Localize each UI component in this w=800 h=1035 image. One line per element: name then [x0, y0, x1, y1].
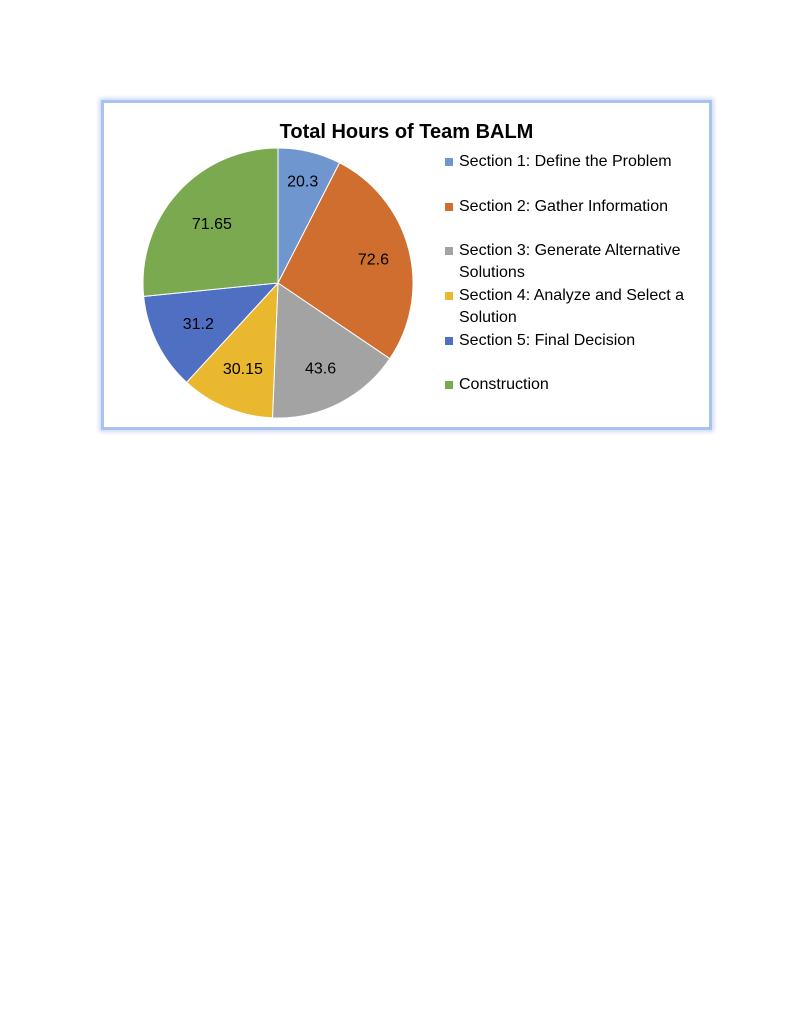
legend-swatch	[445, 381, 453, 389]
legend-swatch	[445, 337, 453, 345]
legend-item	[442, 240, 724, 284]
legend-swatch	[445, 292, 453, 300]
legend-item	[442, 196, 724, 218]
legend-label: Construction	[459, 376, 549, 393]
legend-label: Section 5: Final Decision	[459, 332, 636, 349]
legend-item	[442, 374, 724, 396]
legend-swatch	[445, 203, 453, 211]
legend-swatch	[445, 158, 453, 166]
legend-label: Section 3: Generate Alternative Solutions	[459, 242, 681, 281]
legend-item	[442, 285, 724, 329]
slice-value-label: 43.6	[305, 360, 337, 378]
slice-value-label: 30.15	[222, 360, 263, 378]
legend-swatch	[445, 247, 453, 255]
legend-item	[442, 151, 724, 173]
chart-title: Total Hours of Team BALM	[279, 121, 534, 143]
chart-container	[101, 100, 712, 430]
slice-value-label: 31.2	[182, 315, 214, 333]
legend-label: Section 2: Gather Information	[459, 198, 668, 215]
legend-label: Section 4: Analyze and Select a Solution	[459, 287, 685, 326]
slice-value-label: 72.6	[357, 251, 390, 269]
legend-item	[442, 330, 724, 352]
legend-label: Section 1: Define the Problem	[459, 153, 672, 170]
slice-value-label: 20.3	[287, 173, 319, 191]
slice-value-label: 71.65	[191, 216, 232, 234]
